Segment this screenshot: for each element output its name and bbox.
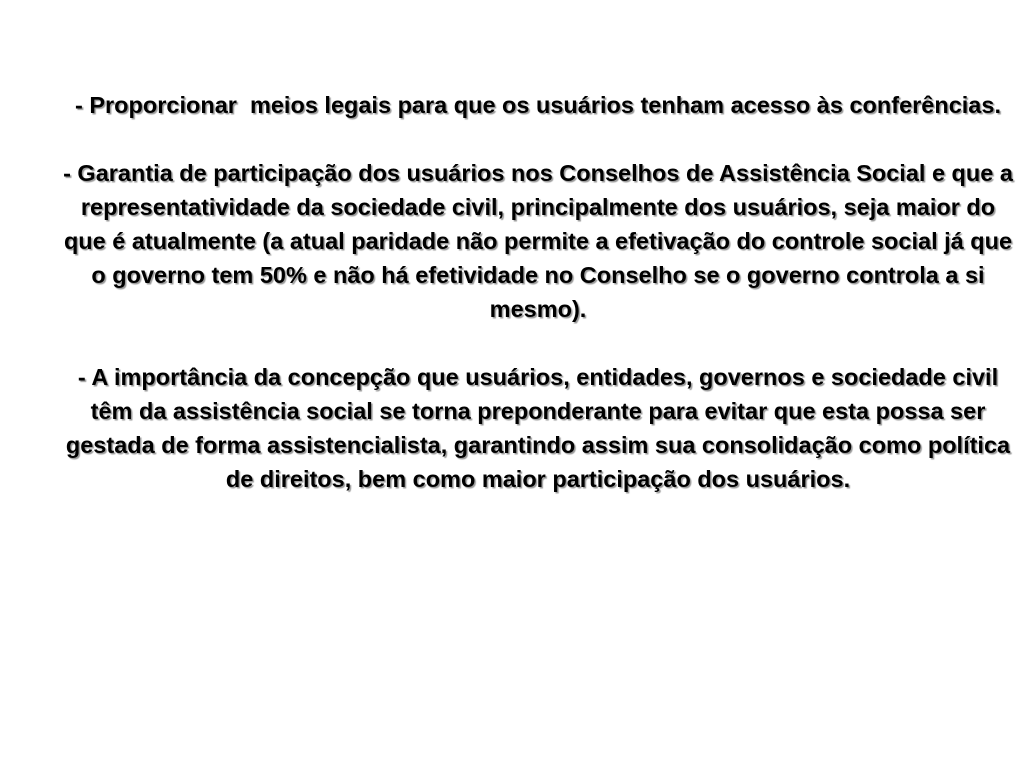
slide-body [60,88,1016,496]
paragraph-spacer [60,122,1016,156]
paragraph-conferencias: - Proporcionar meios legais para que os usuários tenham acesso às conferências. [75,92,1001,118]
paragraph-spacer [60,326,1016,360]
paragraph-importancia: - A importância da concepção que usuários, entidades, governos e sociedade civil têm da assistência social se torna preponderante para evitar que esta possa ser gestada de forma assistencialista, garantindo assim sua consolidação como política de direitos, bem como maior participação dos usuários. [65,364,1011,492]
paragraph-conselhos: - Garantia de participação dos usuários nos Conselhos de Assistência Social e que a representatividade da sociedade civil, principalmente dos usuários, seja maior do que é atualmente (a atual paridade não permite a efetivação do controle social já que o governo tem 50% e não há efetividade no Conselho se o governo controla a si mesmo). [63,160,1013,322]
